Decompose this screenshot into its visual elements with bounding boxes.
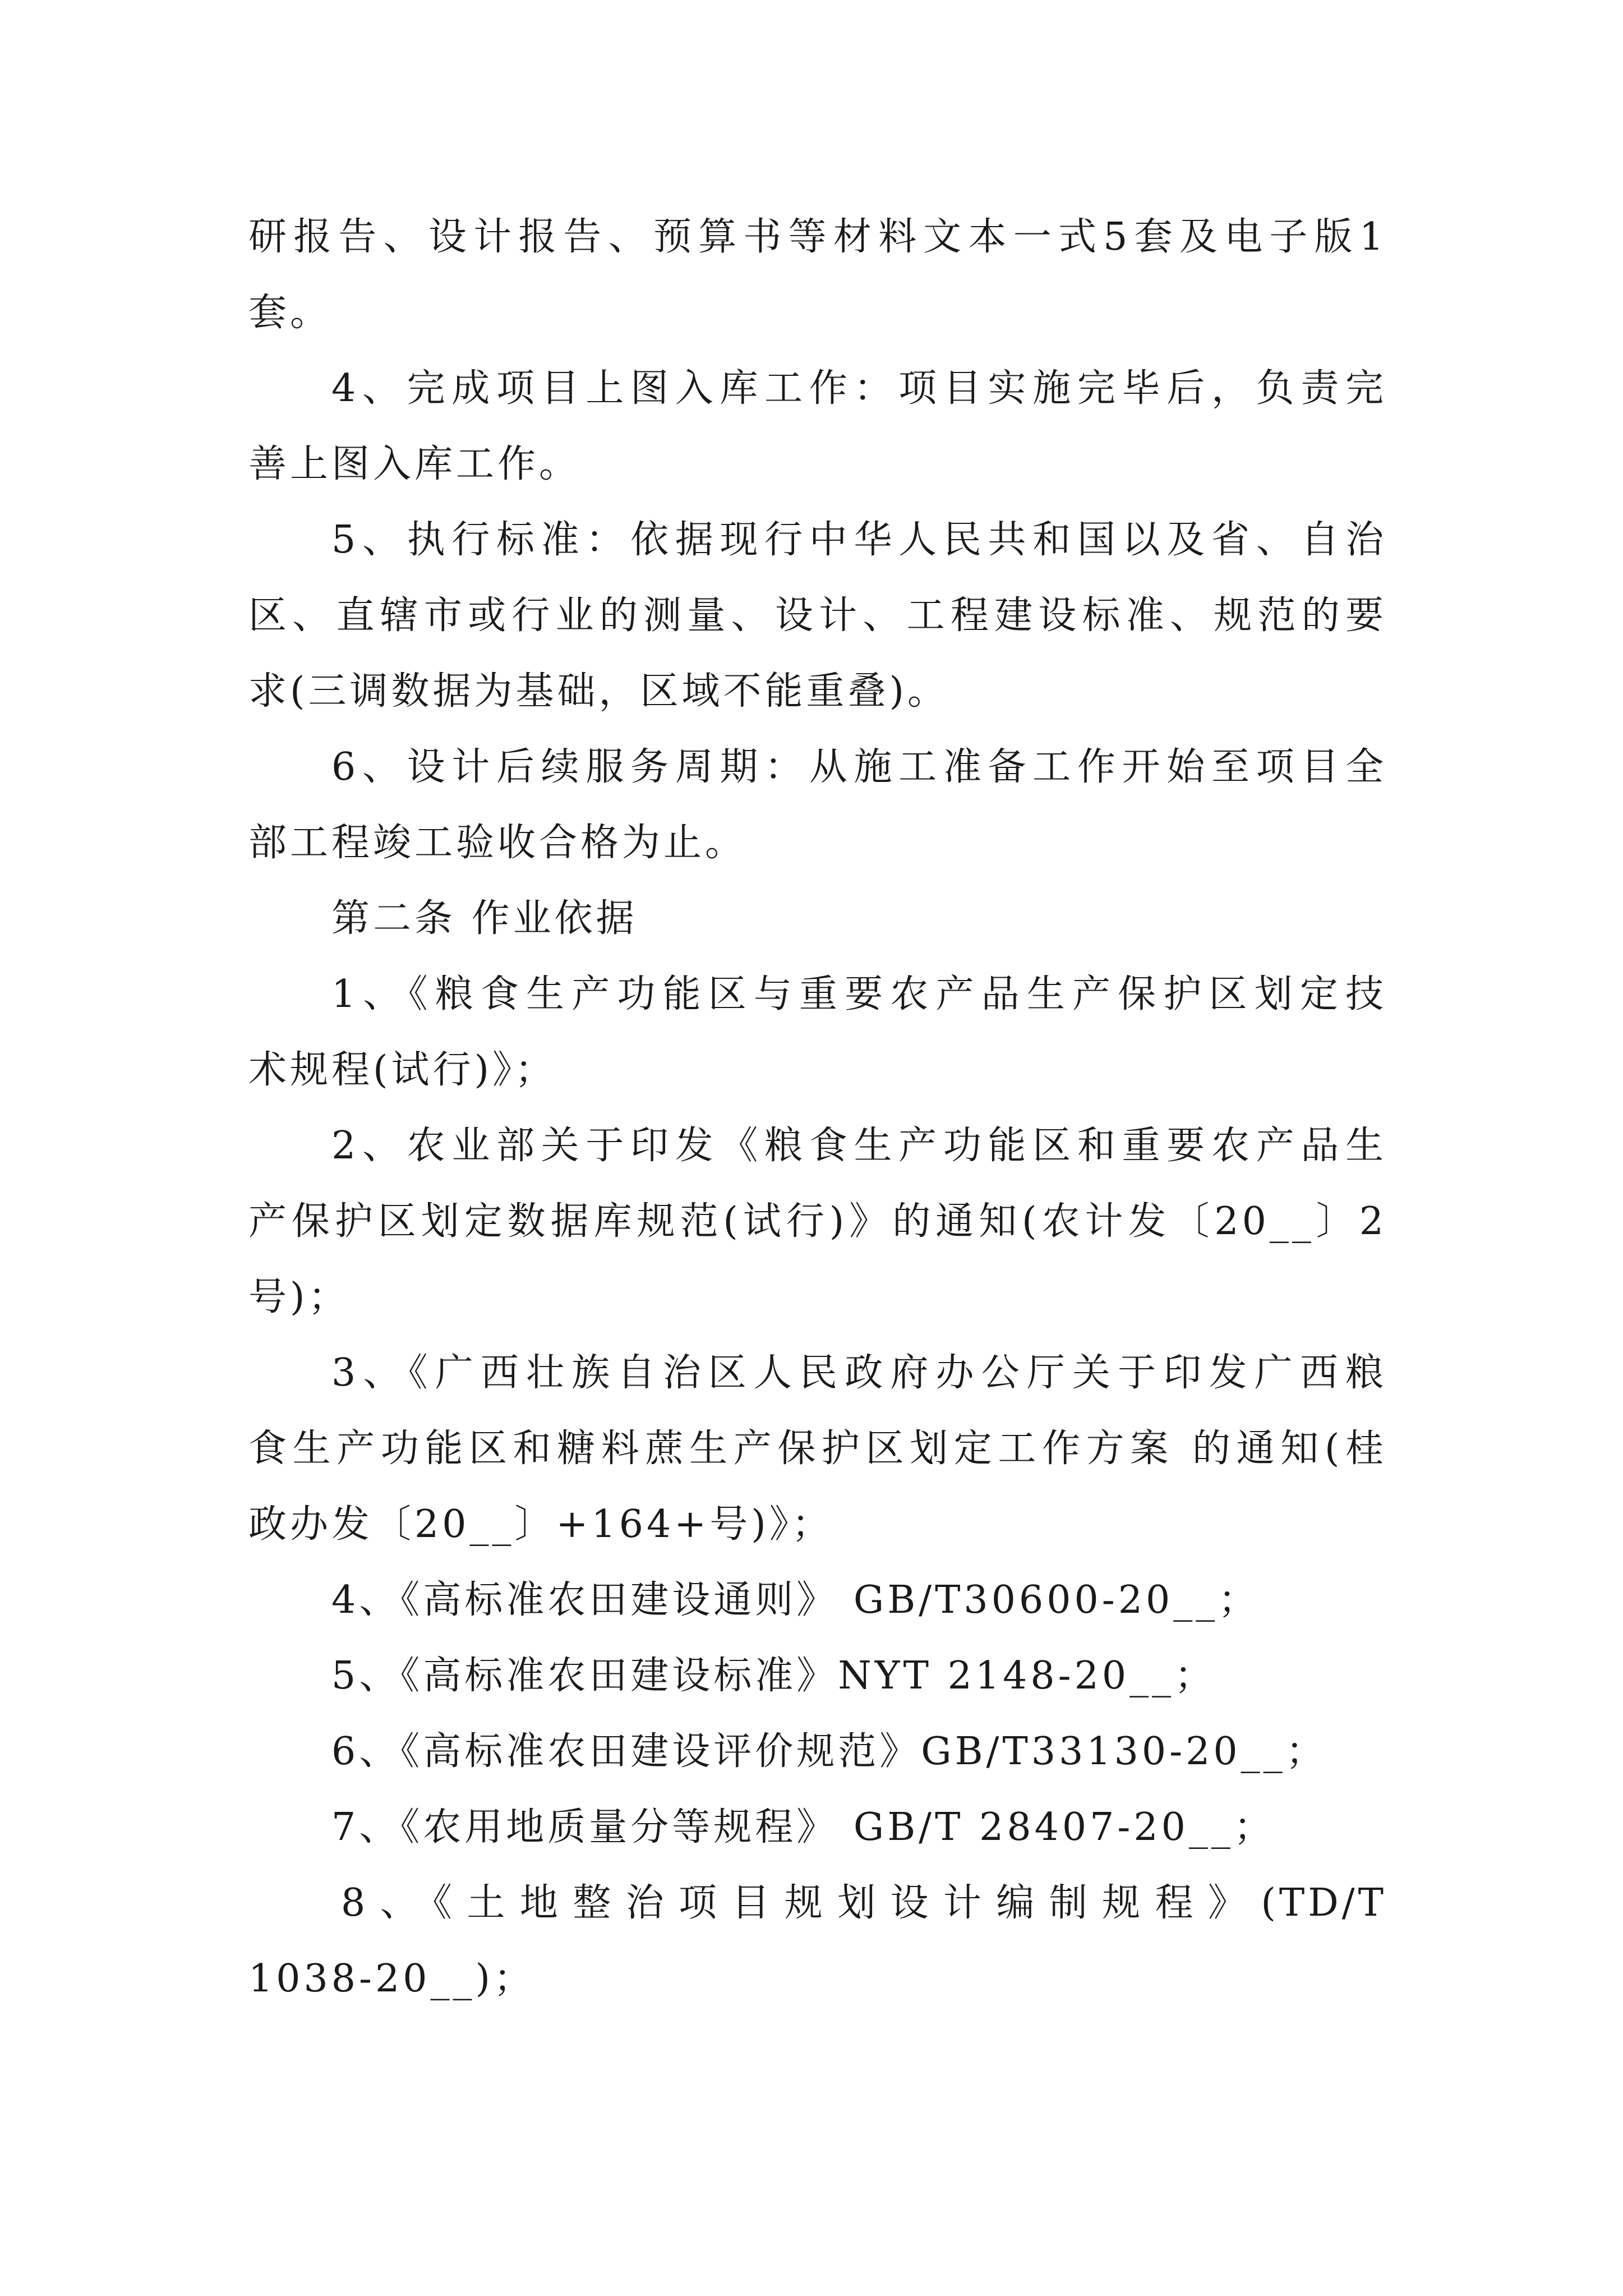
document-body <box>248 199 1387 2017</box>
list-item-line: 5、执行标准：依据现行中华人民共和国以及省、自治 <box>331 518 1387 562</box>
text-line: 套。 <box>248 291 332 335</box>
list-item-line: 5、《高标准农田建设标准》NYT 2148-20__； <box>331 1654 1216 1698</box>
text-line: 善上图入库工作。 <box>248 442 581 486</box>
list-item-line: 1、《粮食生产功能区与重要农产品生产保护区划定技 <box>331 972 1387 1016</box>
text-line: 1038-20__)； <box>248 1957 536 2001</box>
section-heading: 第二条 作业依据 <box>331 896 638 941</box>
text-line: 区、直辖市或行业的测量、设计、工程建设标准、规范的要 <box>248 593 1387 638</box>
text-line: 部工程竣工验收合格为止。 <box>248 821 747 865</box>
text-line: 研报告、设计报告、预算书等材料文本一式5套及电子版1 <box>248 215 1387 259</box>
list-item-line: 3、《广西壮族自治区人民政府办公厅关于印发广西粮 <box>331 1351 1387 1395</box>
list-item-line: 2、农业部关于印发《粮食生产功能区和重要农产品生 <box>331 1124 1387 1168</box>
text-line: 号)； <box>248 1275 350 1319</box>
text-line: 求(三调数据为基础，区域不能重叠)。 <box>248 669 949 714</box>
list-item-line: 7、《农用地质量分等规程》 GB/T 28407-20__； <box>331 1805 1275 1849</box>
text-line: 食生产功能区和糖料蔗生产保护区划定工作方案 的通知(桂 <box>248 1427 1387 1471</box>
text-line: 术规程(试行)》； <box>248 1048 557 1092</box>
list-item-line: 4、完成项目上图入库工作：项目实施完毕后，负责完 <box>331 366 1387 411</box>
list-item-line: 6、设计后续服务周期：从施工准备工作开始至项目全 <box>331 745 1387 789</box>
list-item-line: 8、《土地整治项目规划设计编制规程》(TD/T <box>341 1881 1387 1925</box>
text-line: 政办发〔20__〕+164+号)》； <box>248 1502 833 1547</box>
list-item-line: 4、《高标准农田建设通则》 GB/T30600-20__； <box>331 1578 1260 1622</box>
text-line: 产保护区划定数据库规范(试行)》的通知(农计发〔20__〕2 <box>248 1199 1387 1244</box>
list-item-line: 6、《高标准农田建设评价规范》GB/T33130-20__； <box>331 1729 1327 1774</box>
